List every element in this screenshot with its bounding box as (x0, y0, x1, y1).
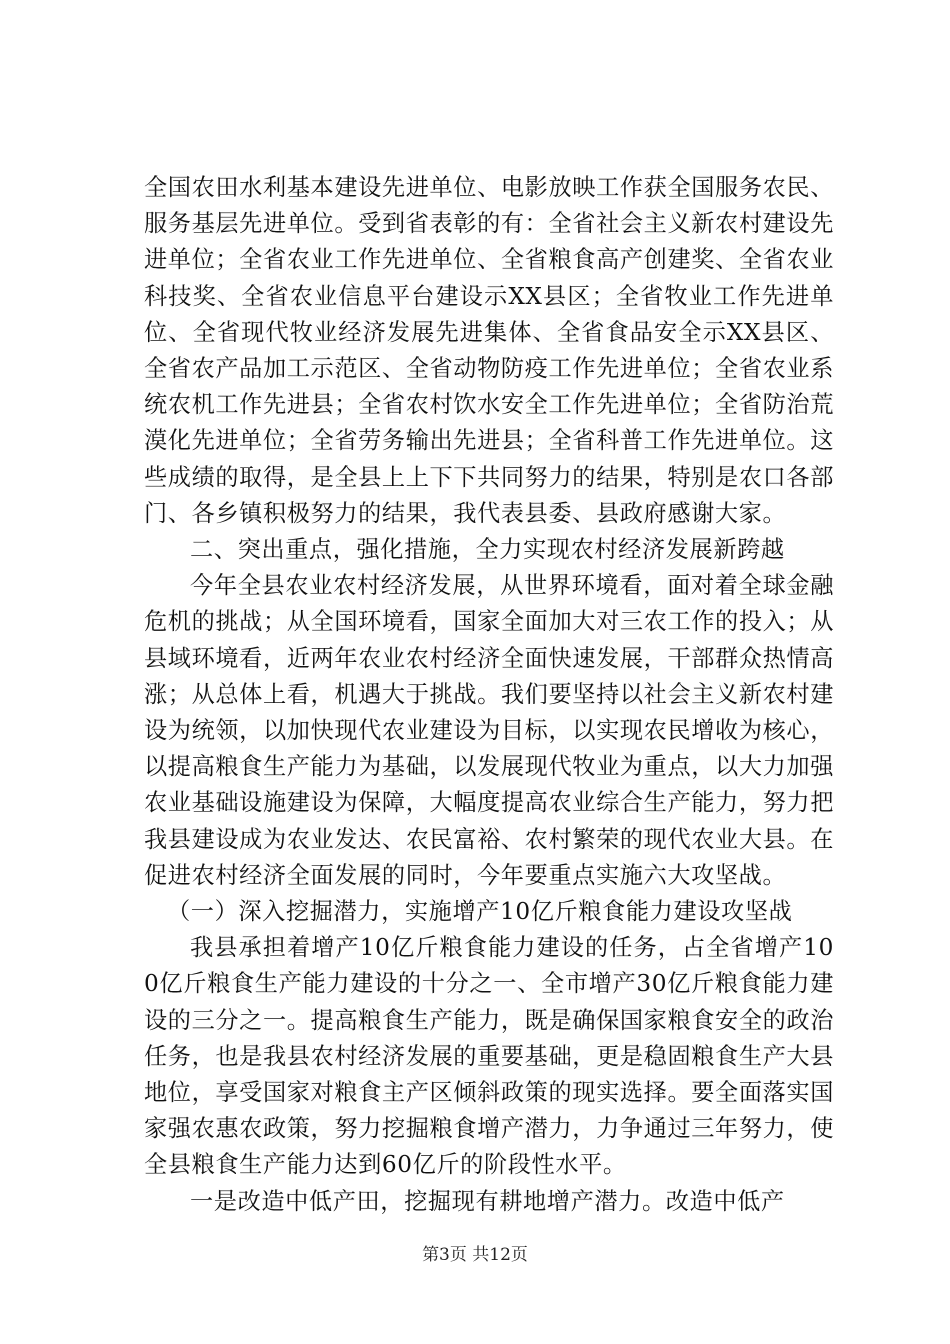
paragraph-grain-capacity: 我县承担着增产10亿斤粮食能力建设的任务，占全省增产100亿斤粮食生产能力建设的十分之一、全市增产30亿斤粮食能力建设的三分之一。提高粮食生产能力，既是确保国家粮食安全的政治任务，也是我县农村经济发展的重要基础，更是稳固粮食生产大县地位，享受国家对粮食主产区倾斜政策的现实选择。要全面落实国家强农惠农政策，努力挖掘粮食增产潜力，力争通过三年努力，使全县粮食生产能力达到60亿斤的阶段性水平。 (144, 934, 834, 1179)
document-body (144, 170, 834, 1220)
subsection-heading-one: （一）深入挖掘潜力，实施增产10亿斤粮食能力建设攻坚战 (167, 898, 793, 926)
section-heading-two: 二、突出重点，强化措施，全力实现农村经济发展新跨越 (190, 536, 785, 564)
page-number-footer: 第3页 共12页 (422, 1245, 528, 1265)
paragraph-overview: 今年全县农业农村经济发展，从世界环境看，面对着全球金融危机的挑战；从全国环境看，国家全面加大对三农工作的投入；从县域环境看，近两年农业农村经济全面快速发展，干部群众热情高涨；从总体上看，机遇大于挑战。我们要坚持以社会主义新农村建设为统领，以加快现代农业建设为目标，以实现农民增收为核心，以提高粮食生产能力为基础，以发展现代牧业为重点，以大力加强农业基础设施建设为保障，大幅度提高农业综合生产能力，努力把我县建设成为农业发达、农民富裕、农村繁荣的现代农业大县。在促进农村经济全面发展的同时，今年要重点实施六大攻坚战。 (144, 572, 834, 889)
paragraph-awards: 全国农田水利基本建设先进单位、电影放映工作获全国服务农民、服务基层先进单位。受到省表彰的有：全省社会主义新农村建设先进单位；全省农业工作先进单位、全省粮食高产创建奖、全省农业科技奖、全省农业信息平台建设示XX县区；全省牧业工作先进单位、全省现代牧业经济发展先进集体、全省食品安全示XX县区、全省农产品加工示范区、全省动物防疫工作先进单位；全省农业系统农机工作先进县；全省农村饮水安全工作先进单位；全省防治荒漠化先进单位；全省劳务输出先进县；全省科普工作先进单位。这些成绩的取得，是全县上上下下共同努力的结果，特别是农口各部门、各乡镇积极努力的结果，我代表县委、县政府感谢大家。 (144, 174, 834, 527)
paragraph-low-yield-fields: 一是改造中低产田，挖掘现有耕地增产潜力。改造中低产 (190, 1187, 785, 1215)
